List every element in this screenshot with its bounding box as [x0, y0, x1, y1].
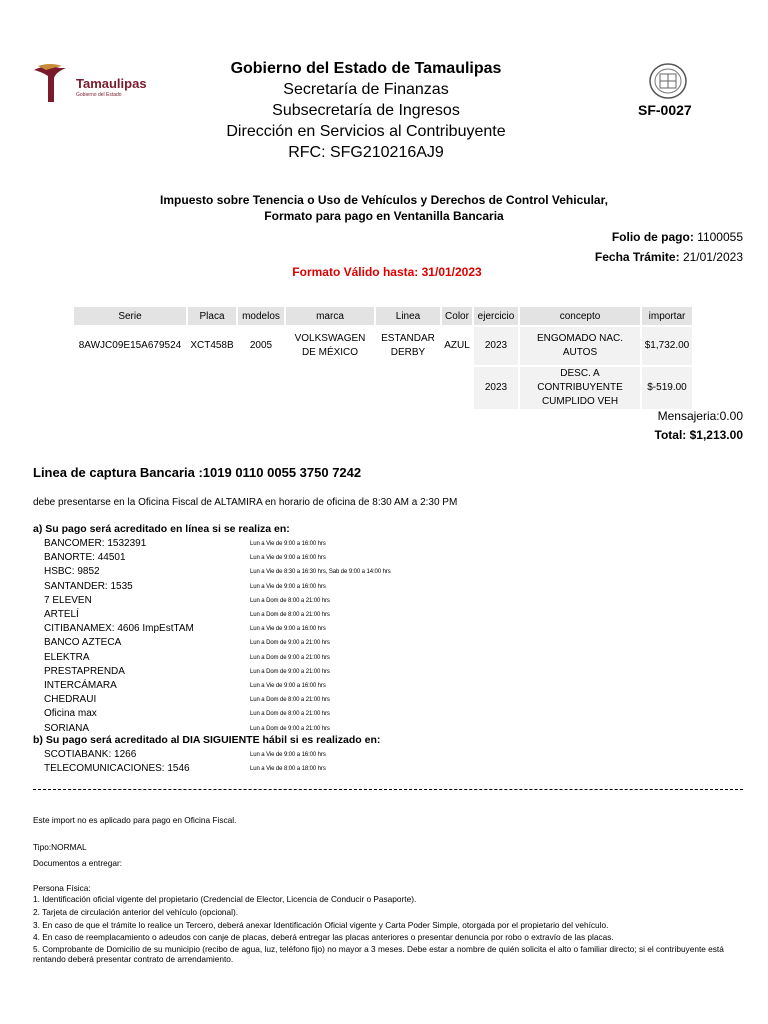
bank-name: SANTANDER: 1535 [44, 580, 133, 592]
mensajeria: Mensajeria:0.00 [657, 409, 743, 423]
bank-hours: Lun a Dom de 8:00 a 21:00 hrs [250, 697, 330, 704]
persona-label: Persona Física: [33, 883, 91, 893]
bank-hours: Lun a Dom de 9:00 a 21:00 hrs [250, 668, 330, 675]
bank-hours: Lun a Vie de 8:30 a 16:30 hrs, Sab de 9:00 a 14:00 hrs [250, 569, 391, 576]
cell-marca: VOLKSWAGEN DE MÉXICO [294, 333, 366, 358]
header-direccion: Dirección en Servicios al Contribuyente [226, 123, 506, 140]
bank-name: Oficina max [44, 708, 97, 720]
cell-color: AZUL [444, 340, 470, 351]
vehicle-table [72, 305, 694, 411]
total-amount: Total: $1,213.00 [654, 428, 743, 442]
bank-hours: Lun a Dom de 9:00 a 21:00 hrs [250, 725, 330, 732]
title-line-1: Impuesto sobre Tenencia o Uso de Vehículos y Derechos de Control Vehicular, [160, 193, 608, 207]
not-applied-note: Este import no es aplicado para pago en Oficina Fiscal. [33, 815, 237, 825]
cell-concepto: DESC. A CONTRIBUYENTE CUMPLIDO VEH [520, 367, 640, 409]
presentarse-text: debe presentarse en la Oficina Fiscal de ALTAMIRA en horario de oficina de 8:30 AM a 2:30 PM [33, 497, 458, 508]
col-modelos: modelos [238, 307, 284, 325]
bank-name: ARTELÍ [44, 609, 79, 620]
bank-hours: Lun a Dom de 9:00 a 21:00 hrs [250, 640, 330, 647]
fecha-value: 21/01/2023 [682, 250, 743, 264]
bank-hours: Lun a Dom de 8:00 a 21:00 hrs [250, 711, 330, 718]
table-row [74, 327, 692, 365]
bank-hours: Lun a Vie de 8:00 a 18:00 hrs [250, 766, 326, 773]
bank-name: 7 ELEVEN [44, 594, 92, 606]
table-header-row [74, 307, 692, 325]
form-code: SF-0027 [638, 102, 692, 118]
bank-name: SCOTIABANK: 1266 [44, 749, 137, 760]
cell-ejercicio: 2023 [474, 367, 518, 409]
bank-hours: Lun a Vie de 9:00 a 16:00 hrs [250, 541, 326, 547]
bank-name: CHEDRAUI [44, 694, 97, 706]
cell-linea: ESTANDAR DERBY [381, 333, 435, 358]
cell-serie: 8AWJC09E15A679524 [78, 340, 182, 351]
bank-name: HSBC: 9852 [44, 566, 100, 578]
cell-placa: XCT458B [190, 340, 234, 351]
col-linea: Linea [376, 307, 440, 325]
col-marca: marca [286, 307, 374, 325]
cell-importe: $-519.00 [642, 367, 692, 409]
folio-label: Folio de pago: [611, 230, 694, 244]
folio-value: 1100055 [697, 230, 743, 244]
tipo-label: Tipo:NORMAL [33, 842, 87, 852]
section-a-heading: a) Su pago será acreditado en línea si se realiza en: [33, 523, 290, 535]
document-title [0, 192, 768, 224]
header-subsecretaria: Subsecretaría de Ingresos [272, 102, 460, 119]
bank-hours: Lun a Vie de 9:00 a 16:00 hrs [250, 752, 326, 758]
state-seal-icon [648, 62, 688, 100]
col-placa: Placa [188, 307, 236, 325]
requirement-item: 4. En caso de reemplacamiento o adeudos con canje de placas, deberá entregar las placas anteriores o presentar denuncia por robo o extravío de las placas. [33, 932, 614, 942]
bank-name: SORIANA [44, 722, 90, 734]
logo-text: Tamaulipas [76, 76, 147, 91]
cell-modelo: 2005 [249, 340, 273, 351]
col-color: Color [442, 307, 472, 325]
linea-captura: Linea de captura Bancaria :1019 0110 0055 3750 7242 [33, 465, 362, 480]
header-government: Gobierno del Estado de Tamaulipas [230, 60, 502, 77]
col-concepto: concepto [520, 307, 640, 325]
col-serie: Serie [74, 307, 186, 325]
requirement-item: 2. Tarjeta de circulación anterior del vehículo (opcional). [33, 907, 239, 917]
bank-name: BANCOMER: 1532391 [44, 538, 147, 549]
requirement-item: 1. Identificación oficial vigente del propietario (Credencial de Elector, Licencia de Conducir o Pasaporte). [33, 894, 417, 904]
bank-hours: Lun a Dom de 9:00 a 21:00 hrs [250, 654, 330, 661]
valid-until-notice: Formato Válido hasta: 31/01/2023 [292, 265, 482, 279]
requirement-item: 3. En caso de que el trámite lo realice un Tercero, deberá anexar Identificación Oficial vigente y Carta Poder Simple, otorgada por el propietario del vehículo. [33, 920, 609, 930]
header-rfc: RFC: SFG210216AJ9 [288, 144, 444, 161]
bank-hours: Lun a Vie de 9:00 a 16:00 hrs [250, 583, 326, 590]
bank-name: ELEKTRA [44, 651, 90, 663]
cell-concepto: ENGOMADO NAC. AUTOS [520, 327, 640, 365]
cell-importe: $1,732.00 [642, 327, 692, 365]
bank-hours: Lun a Vie de 9:00 a 16:00 hrs [250, 626, 326, 633]
header-secretaria: Secretaría de Finanzas [283, 81, 449, 98]
col-importar: importar [642, 307, 692, 325]
bank-name: INTERCÁMARA [44, 680, 117, 691]
cell-ejercicio: 2023 [474, 327, 518, 365]
fecha-label: Fecha Trámite: [594, 250, 680, 264]
bank-name: PRESTAPRENDA [44, 665, 125, 677]
bank-name: CITIBANAMEX: 4606 ImpEstTAM [44, 623, 194, 635]
col-ejercicio: ejercicio [474, 307, 518, 325]
table-row [74, 367, 692, 409]
section-b-heading: b) Su pago será acreditado al DIA SIGUIENTE hábil si es realizado en: [33, 734, 381, 746]
folio-block [595, 227, 743, 267]
bank-name: BANCO AZTECA [44, 637, 122, 649]
documentos-label: Documentos a entregar: [33, 858, 123, 868]
dashed-divider [33, 789, 743, 790]
bank-hours: Lun a Vie de 9:00 a 16:00 hrs [250, 555, 326, 562]
bank-hours: Lun a Dom de 8:00 a 21:00 hrs [250, 597, 330, 604]
requirement-item: 5. Comprobante de Domicilio de su municipio (recibo de agua, luz, teléfono fijo) no mayor a 3 meses. Debe estar a nombre de quién solicita el alto o familiar directo; si el contribuyente está rentando deberá presentar contrato de arrendamiento. [33, 944, 724, 964]
title-line-2: Formato para pago en Ventanilla Bancaria [264, 209, 504, 223]
bank-name: BANORTE: 44501 [44, 552, 126, 564]
bank-name: TELECOMUNICACIONES: 1546 [44, 763, 190, 775]
logo-subtext: Gobierno del Estado [76, 92, 122, 98]
bank-hours: Lun a Vie de 9:00 a 16:00 hrs [250, 683, 326, 689]
bank-hours: Lun a Dom de 8:00 a 21:00 hrs [250, 612, 330, 618]
